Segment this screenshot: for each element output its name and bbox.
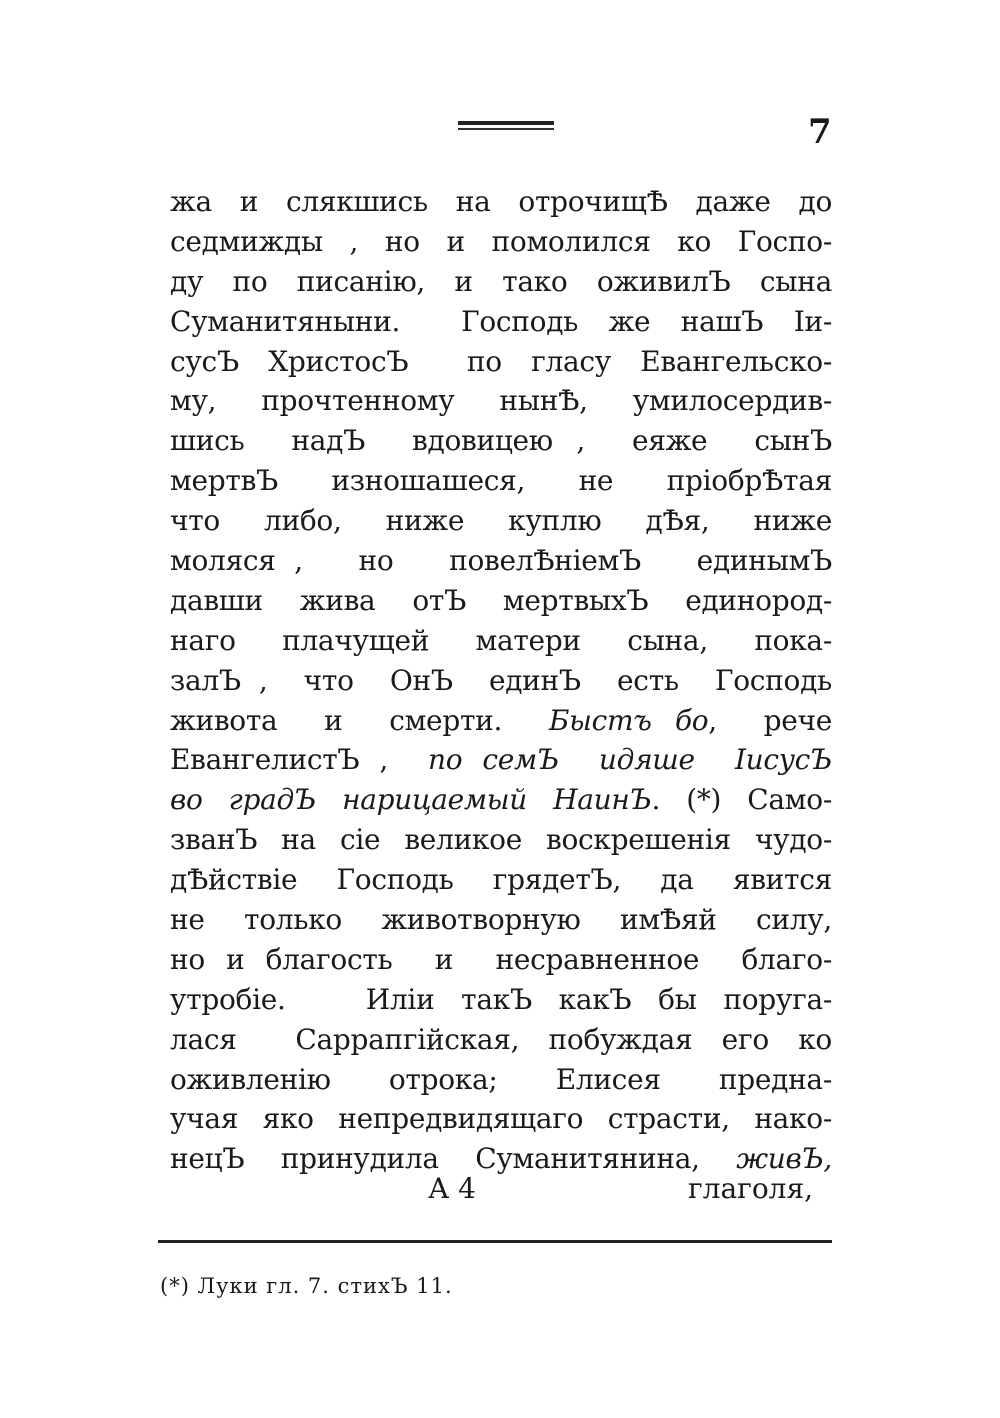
text-line bbox=[170, 780, 832, 820]
text-segment: живота и смерти. bbox=[170, 703, 549, 737]
text-line bbox=[170, 342, 832, 382]
text-line bbox=[170, 421, 832, 461]
text-segment: но и благость и несравненное благо- bbox=[170, 942, 832, 976]
text-segment: седмижды , но и помолился ко Госпо- bbox=[170, 224, 832, 258]
text-line bbox=[170, 621, 832, 661]
text-segment: нецЪ принудила Суманитянина, bbox=[170, 1142, 737, 1176]
text-segment: что либо, ниже куплю дѢя, ниже bbox=[170, 504, 832, 538]
text-segment: залЪ , что ОнЪ единЪ есть Господь bbox=[170, 663, 832, 697]
text-line bbox=[170, 262, 832, 302]
text-line bbox=[170, 302, 832, 342]
italic-text-segment: Быстъ бо bbox=[548, 703, 709, 737]
text-segment: не только животворную имѢяй силу, bbox=[170, 903, 832, 937]
text-segment: . (*) Само- bbox=[651, 783, 832, 817]
text-line bbox=[170, 381, 832, 421]
text-segment: мертвЪ изношашеся, не пріобрѢтая bbox=[170, 464, 832, 498]
text-line bbox=[170, 860, 832, 900]
text-segment: званЪ на сіе великое воскрешенія чудо- bbox=[170, 823, 832, 857]
text-line bbox=[170, 222, 832, 262]
text-segment: лася Саррапгійская, побуждая его ко bbox=[170, 1022, 832, 1056]
header-ornament-rule-thin bbox=[458, 128, 554, 130]
text-line bbox=[170, 1060, 832, 1100]
text-segment: моляся , но повелѢніемЪ единымЪ bbox=[170, 544, 832, 578]
text-segment: сусЪ ХристосЪ по гласу Евангельско- bbox=[170, 344, 832, 378]
signature-mark: А 4 bbox=[428, 1172, 476, 1205]
text-segment: му, прочтенному нынѢ, умилосердив- bbox=[170, 384, 832, 418]
catchword: глаголя, bbox=[688, 1172, 814, 1205]
text-line bbox=[170, 581, 832, 621]
text-line bbox=[170, 1099, 832, 1139]
text-line bbox=[170, 461, 832, 501]
italic-text-segment: живЪ, bbox=[736, 1142, 832, 1176]
text-segment: Суманитяныни. Господь же нашЪ Іи- bbox=[170, 304, 832, 338]
text-line bbox=[170, 182, 832, 222]
text-line bbox=[170, 661, 832, 701]
footnote: (*) Луки гл. 7. стихЪ 11. bbox=[160, 1274, 453, 1298]
text-segment: утробіе. Иліи такЪ какЪ бы поруга- bbox=[170, 982, 832, 1016]
page-number: 7 bbox=[808, 112, 832, 152]
header-ornament-rule bbox=[458, 121, 554, 125]
footnote-rule bbox=[158, 1240, 832, 1243]
body-text bbox=[170, 182, 832, 1179]
italic-text-segment: во градЪ нарицаемый НаинЪ bbox=[170, 783, 652, 817]
text-segment: ду по писанію, и тако оживилЪ сына bbox=[170, 264, 832, 298]
text-segment: давши жива отЪ мертвыхЪ единород- bbox=[170, 583, 832, 617]
text-line bbox=[170, 541, 832, 581]
text-line bbox=[170, 1020, 832, 1060]
text-segment: оживленію отрока; Елисея предна- bbox=[170, 1062, 832, 1096]
text-line bbox=[170, 940, 832, 980]
text-line bbox=[170, 701, 832, 741]
text-segment: дѢйствіе Господь грядетЪ, да явится bbox=[170, 863, 832, 897]
text-line bbox=[170, 820, 832, 860]
text-line bbox=[170, 900, 832, 940]
text-segment: наго плачущей матери сына, пока- bbox=[170, 623, 832, 657]
text-segment: учая яко непредвидящаго страсти, нако- bbox=[170, 1102, 832, 1136]
italic-text-segment: по семЪ идяше ІисусЪ bbox=[428, 743, 832, 777]
text-segment: ЕвангелистЪ , bbox=[170, 743, 429, 777]
text-line bbox=[170, 980, 832, 1020]
text-line bbox=[170, 740, 832, 780]
text-segment: , рече bbox=[708, 703, 832, 737]
text-segment: жа и слякшись на отрочищѢ даже до bbox=[170, 185, 832, 218]
text-line bbox=[170, 501, 832, 541]
text-segment: шись надЪ вдовицею , еяже сынЪ bbox=[170, 424, 832, 458]
